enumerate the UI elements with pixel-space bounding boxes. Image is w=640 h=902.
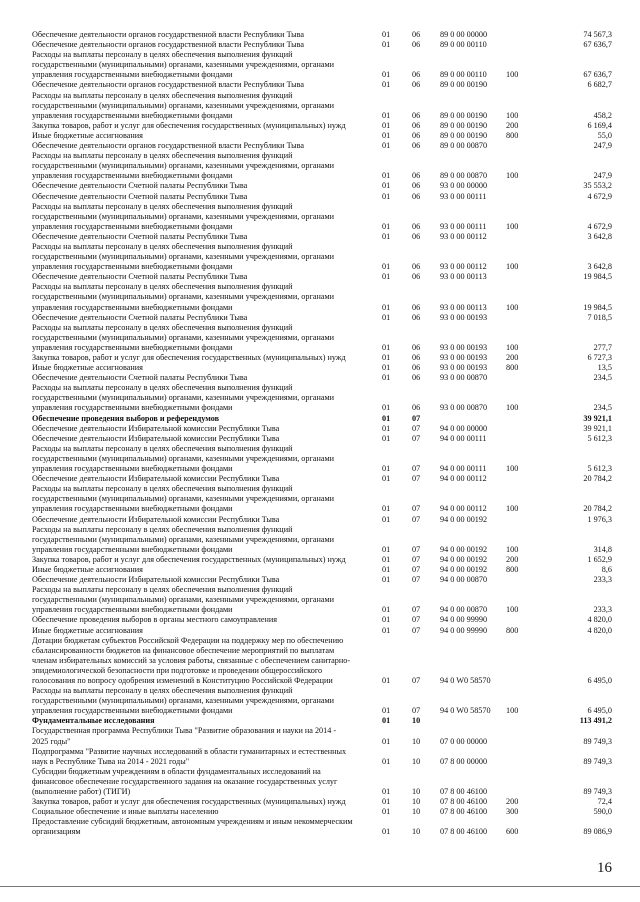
row-target-code: 93 0 00 00193 (440, 363, 488, 373)
row-expense-type: 200 (506, 554, 519, 564)
row-target-code: 07 0 00 00000 (440, 736, 488, 746)
table-row (32, 424, 612, 434)
row-amount: 4 672,9 (587, 191, 612, 201)
row-section: 01 (382, 797, 391, 807)
row-target-code: 93 0 00 00870 (440, 403, 488, 413)
row-name: Обеспечение деятельности Счетной палаты Республики Тыва (32, 312, 248, 322)
table-row (32, 484, 612, 514)
row-target-code: 94 0 00 00192 (440, 554, 488, 564)
row-target-code: 89 0 00 00190 (440, 130, 488, 140)
row-section: 01 (382, 433, 391, 443)
row-name: Закупка товаров, работ и услуг для обеспечения государственных (муниципальных) нужд (32, 353, 346, 362)
table-row (32, 91, 612, 121)
row-name: Дотации бюджетам субъектов Российской Федерации на поддержку мер по обеспечению сбалансированности бюджетов на финансовое обеспечение мероприятий по выплатам членам избирательных комиссий за условия работы, связанные с обеспечением санитарно- эпидемиологической безопасности при подготовке и проведении общероссийского голосования по вопросу одобрения изменений в Конституцию Российской Федерации (32, 635, 351, 685)
row-name: Иные бюджетные ассигнования (32, 625, 143, 635)
row-amount: 234,5 (593, 403, 612, 413)
row-amount: 6 495,0 (587, 676, 612, 685)
row-amount: 19 984,5 (583, 272, 612, 282)
row-target-code: 94 0 00 00112 (440, 504, 487, 514)
row-subsection: 07 (412, 554, 421, 564)
row-section: 01 (382, 40, 391, 50)
row-amount: 113 491,2 (579, 716, 612, 726)
row-section: 01 (382, 130, 391, 140)
row-name: Обеспечение деятельности органов государственной власти Республики Тыва (32, 141, 305, 151)
row-name: Расходы на выплаты персоналу в целях обеспечения выполнения функций государственными (муниципальными) органами, казенными учреждениями, органами управления государственными внебюджетными фондами (32, 50, 335, 80)
row-target-code: 89 0 00 00190 (440, 120, 488, 130)
row-amount: 277,7 (593, 342, 612, 352)
row-amount: 314,8 (593, 544, 612, 554)
row-subsection: 07 (412, 605, 421, 615)
row-target-code: 93 0 00 00112 (440, 262, 487, 272)
row-target-code: 94 0 00 00870 (440, 605, 488, 615)
row-name: Обеспечение деятельности Избирательной комиссии Республики Тыва (32, 423, 280, 433)
row-section: 01 (382, 413, 391, 423)
row-name: Обеспечение деятельности Счетной палаты Республики Тыва (32, 181, 248, 191)
row-section: 01 (382, 80, 391, 90)
row-expense-type: 100 (506, 605, 519, 615)
row-target-code: 89 0 00 00110 (440, 70, 487, 80)
table-row (32, 767, 612, 797)
row-name: Обеспечение деятельности органов государственной власти Республики Тыва (32, 80, 305, 90)
row-section: 01 (382, 575, 391, 585)
row-amount: 3 642,8 (587, 231, 612, 241)
row-subsection: 10 (412, 827, 421, 837)
row-subsection: 07 (412, 575, 421, 585)
row-target-code: 94 0 W0 58570 (440, 676, 491, 685)
row-subsection: 07 (412, 423, 421, 433)
row-section: 01 (382, 625, 391, 635)
row-subsection: 06 (412, 141, 421, 151)
row-section: 01 (382, 423, 391, 433)
row-subsection: 06 (412, 181, 421, 191)
row-target-code: 89 0 00 00000 (440, 30, 488, 39)
row-amount: 55,0 (597, 130, 612, 140)
row-target-code: 93 0 00 00000 (440, 181, 488, 191)
row-section: 01 (382, 706, 391, 716)
row-subsection: 06 (412, 353, 421, 362)
row-section: 01 (382, 827, 391, 837)
row-name: Субсидии бюджетным учреждениям в области фундаментальных исследований на финансовое обеспечение государственного задания на оказание государственных услуг (выполнение работ) (ТИГИ) (32, 766, 338, 797)
row-section: 01 (382, 787, 391, 797)
row-target-code: 07 8 00 46100 (440, 787, 488, 797)
row-subsection: 06 (412, 221, 421, 231)
row-section: 01 (382, 504, 391, 514)
row-amount: 5 612,3 (587, 433, 612, 443)
row-name: Обеспечение деятельности Избирательной комиссии Республики Тыва (32, 474, 280, 484)
table-row (32, 383, 612, 413)
table-row (32, 636, 612, 686)
row-section: 01 (382, 605, 391, 615)
row-section: 01 (382, 342, 391, 352)
row-amount: 8,6 (601, 564, 612, 574)
row-subsection: 06 (412, 302, 421, 312)
bottom-rule (0, 886, 640, 887)
row-target-code: 89 0 00 00870 (440, 141, 488, 151)
row-target-code: 93 0 00 00113 (440, 272, 487, 282)
row-subsection: 10 (412, 787, 421, 797)
row-target-code: 93 0 00 00112 (440, 231, 487, 241)
row-expense-type: 200 (506, 797, 519, 807)
row-target-code: 07 8 00 46100 (440, 807, 488, 817)
row-subsection: 07 (412, 615, 421, 625)
row-amount: 6 682,7 (587, 80, 612, 90)
row-expense-type: 100 (506, 706, 519, 716)
row-expense-type: 100 (506, 70, 519, 80)
row-expense-type: 800 (506, 564, 519, 574)
row-amount: 13,5 (597, 363, 612, 373)
row-name: Обеспечение проведения выборов в органы местного самоуправления (32, 615, 278, 625)
row-section: 01 (382, 716, 391, 726)
row-name: Расходы на выплаты персоналу в целях обеспечения выполнения функций государственными (муниципальными) органами, казенными учреждениями, органами управления государственными внебюджетными фондами (32, 322, 335, 352)
row-name: Расходы на выплаты персоналу в целях обеспечения выполнения функций государственными (муниципальными) органами, казенными учреждениями, органами управления государственными внебюджетными фондами (32, 90, 335, 120)
row-subsection: 07 (412, 504, 421, 514)
table-row (32, 131, 612, 141)
table-row (32, 272, 612, 282)
row-subsection: 10 (412, 797, 421, 807)
row-amount: 39 921,1 (583, 413, 612, 423)
row-name: Обеспечение деятельности Избирательной комиссии Республики Тыва (32, 575, 280, 585)
row-subsection: 10 (412, 807, 421, 817)
row-section: 01 (382, 181, 391, 191)
row-name: Иные бюджетные ассигнования (32, 564, 143, 574)
row-subsection: 06 (412, 30, 421, 39)
row-subsection: 10 (412, 716, 421, 726)
row-subsection: 06 (412, 110, 421, 120)
row-amount: 6 727,3 (587, 353, 612, 362)
table-row (32, 353, 612, 363)
row-name: Расходы на выплаты персоналу в целях обеспечения выполнения функций государственными (муниципальными) органами, казенными учреждениями, органами управления государственными внебюджетными фондами (32, 282, 335, 312)
table-row (32, 747, 612, 767)
row-subsection: 10 (412, 736, 421, 746)
row-name: Государственная программа Республики Тыва "Развитие образования и науки на 2014 - 2025 годы" (32, 726, 337, 746)
row-name: Обеспечение деятельности Избирательной комиссии Республики Тыва (32, 514, 280, 524)
row-section: 01 (382, 141, 391, 151)
row-subsection: 07 (412, 706, 421, 716)
table-row (32, 817, 612, 837)
row-target-code: 94 0 00 00000 (440, 423, 488, 433)
row-name: Иные бюджетные ассигнования (32, 130, 143, 140)
row-amount: 1 652,9 (587, 554, 612, 564)
row-subsection: 07 (412, 464, 421, 474)
row-target-code: 94 0 00 00111 (440, 464, 487, 474)
row-subsection: 06 (412, 342, 421, 352)
row-name: Обеспечение деятельности Счетной палаты Республики Тыва (32, 272, 248, 282)
row-name: Расходы на выплаты персоналу в целях обеспечения выполнения функций государственными (муниципальными) органами, казенными учреждениями, органами управления государственными внебюджетными фондами (32, 484, 335, 514)
row-subsection: 06 (412, 312, 421, 322)
table-row (32, 282, 612, 312)
row-target-code: 07 8 00 00000 (440, 756, 488, 766)
row-name: Фундаментальные исследования (32, 716, 155, 726)
row-amount: 6 495,0 (587, 706, 612, 716)
row-section: 01 (382, 272, 391, 282)
row-section: 01 (382, 615, 391, 625)
row-name: Закупка товаров, работ и услуг для обеспечения государственных (муниципальных) нужд (32, 797, 346, 807)
table-row (32, 716, 612, 726)
row-target-code: 94 0 00 00112 (440, 474, 487, 484)
row-name: Обеспечение деятельности Избирательной комиссии Республики Тыва (32, 433, 280, 443)
row-amount: 35 553,2 (583, 181, 612, 191)
row-expense-type: 100 (506, 262, 519, 272)
row-target-code: 94 0 00 00192 (440, 544, 488, 554)
row-expense-type: 200 (506, 353, 519, 362)
row-amount: 20 784,2 (583, 504, 612, 514)
row-amount: 4 672,9 (587, 221, 612, 231)
row-amount: 89 749,3 (583, 787, 612, 797)
table-row (32, 565, 612, 575)
row-name: Расходы на выплаты персоналу в целях обеспечения выполнения функций государственными (муниципальными) органами, казенными учреждениями, органами управления государственными внебюджетными фондами (32, 585, 335, 615)
table-row (32, 141, 612, 151)
row-section: 01 (382, 403, 391, 413)
row-expense-type: 100 (506, 171, 519, 181)
row-section: 01 (382, 464, 391, 474)
row-name: Закупка товаров, работ и услуг для обеспечения государственных (муниципальных) нужд (32, 120, 346, 130)
table-row (32, 626, 612, 636)
row-subsection: 06 (412, 171, 421, 181)
table-row (32, 30, 612, 40)
row-name: Обеспечение деятельности Счетной палаты Республики Тыва (32, 373, 248, 383)
row-target-code: 94 0 00 00870 (440, 575, 488, 585)
row-subsection: 07 (412, 625, 421, 635)
row-section: 01 (382, 231, 391, 241)
row-section: 01 (382, 70, 391, 80)
row-subsection: 06 (412, 40, 421, 50)
row-amount: 3 642,8 (587, 262, 612, 272)
row-section: 01 (382, 110, 391, 120)
row-amount: 89 749,3 (583, 736, 612, 746)
table-row (32, 807, 612, 817)
row-target-code: 93 0 00 00870 (440, 373, 488, 383)
table-row (32, 192, 612, 202)
row-subsection: 06 (412, 373, 421, 383)
row-name: Закупка товаров, работ и услуг для обеспечения государственных (муниципальных) нужд (32, 554, 346, 564)
row-section: 01 (382, 544, 391, 554)
row-expense-type: 200 (506, 120, 519, 130)
row-amount: 67 636,7 (583, 70, 612, 80)
row-subsection: 07 (412, 514, 421, 524)
row-section: 01 (382, 756, 391, 766)
table-row (32, 585, 612, 615)
table-row (32, 363, 612, 373)
row-amount: 458,2 (593, 110, 612, 120)
row-target-code: 94 0 00 00192 (440, 514, 488, 524)
row-section: 01 (382, 564, 391, 574)
table-row (32, 80, 612, 90)
row-amount: 233,3 (593, 575, 612, 585)
row-expense-type: 100 (506, 504, 519, 514)
row-target-code: 94 0 00 99990 (440, 615, 488, 625)
row-subsection: 10 (412, 756, 421, 766)
row-subsection: 07 (412, 544, 421, 554)
table-row (32, 242, 612, 272)
row-name: Обеспечение деятельности Счетной палаты Республики Тыва (32, 231, 248, 241)
row-section: 01 (382, 221, 391, 231)
row-expense-type: 100 (506, 110, 519, 120)
row-amount: 1 976,3 (587, 514, 612, 524)
table-row (32, 615, 612, 625)
row-name: Обеспечение проведения выборов и референдумов (32, 413, 219, 423)
row-target-code: 94 0 00 00111 (440, 433, 487, 443)
row-subsection: 07 (412, 474, 421, 484)
row-target-code: 93 0 00 00193 (440, 312, 488, 322)
table-row (32, 323, 612, 353)
row-name: Расходы на выплаты персоналу в целях обеспечения выполнения функций государственными (муниципальными) органами, казенными учреждениями, органами управления государственными внебюджетными фондами (32, 524, 335, 554)
row-expense-type: 800 (506, 625, 519, 635)
row-expense-type: 100 (506, 342, 519, 352)
table-row (32, 515, 612, 525)
table-row (32, 373, 612, 383)
row-subsection: 06 (412, 231, 421, 241)
row-section: 01 (382, 373, 391, 383)
row-section: 01 (382, 30, 391, 39)
row-name: Социальное обеспечение и иные выплаты населению (32, 807, 219, 817)
row-amount: 74 567,3 (583, 30, 612, 39)
row-subsection: 07 (412, 433, 421, 443)
row-amount: 39 921,1 (583, 423, 612, 433)
row-expense-type: 100 (506, 221, 519, 231)
row-section: 01 (382, 262, 391, 272)
row-expense-type: 100 (506, 403, 519, 413)
row-expense-type: 800 (506, 130, 519, 140)
row-target-code: 89 0 00 00190 (440, 80, 488, 90)
row-section: 01 (382, 554, 391, 564)
row-section: 01 (382, 474, 391, 484)
row-amount: 4 820,0 (587, 615, 612, 625)
row-target-code: 93 0 00 00193 (440, 342, 488, 352)
row-target-code: 94 0 W0 58570 (440, 706, 491, 716)
table-row (32, 202, 612, 232)
row-subsection: 06 (412, 262, 421, 272)
table-row (32, 525, 612, 555)
row-name: Обеспечение деятельности органов государственной власти Республики Тыва (32, 40, 305, 50)
table-row (32, 181, 612, 191)
row-target-code: 94 0 00 99990 (440, 625, 488, 635)
row-expense-type: 100 (506, 544, 519, 554)
row-name: Расходы на выплаты персоналу в целях обеспечения выполнения функций государственными (муниципальными) органами, казенными учреждениями, органами управления государственными внебюджетными фондами (32, 383, 335, 413)
row-subsection: 07 (412, 413, 421, 423)
table-row (32, 313, 612, 323)
row-name: Обеспечение деятельности Счетной палаты Республики Тыва (32, 191, 248, 201)
row-subsection: 07 (412, 564, 421, 574)
table-row (32, 414, 612, 424)
row-name: Расходы на выплаты персоналу в целях обеспечения выполнения функций государственными (муниципальными) органами, казенными учреждениями, органами управления государственными внебюджетными фондами (32, 241, 335, 272)
row-subsection: 06 (412, 130, 421, 140)
row-target-code: 07 8 00 46100 (440, 797, 488, 807)
row-target-code: 94 0 00 00192 (440, 564, 488, 574)
row-name: Расходы на выплаты персоналу в целях обеспечения выполнения функций государственными (муниципальными) органами, казенными учреждениями, органами управления государственными внебюджетными фондами (32, 686, 335, 716)
row-section: 01 (382, 302, 391, 312)
row-subsection: 06 (412, 403, 421, 413)
row-subsection: 06 (412, 70, 421, 80)
row-name: Иные бюджетные ассигнования (32, 363, 143, 373)
row-expense-type: 300 (506, 807, 519, 817)
row-target-code: 93 0 00 00111 (440, 191, 487, 201)
row-expense-type: 800 (506, 363, 519, 373)
budget-table (32, 30, 612, 838)
table-row (32, 726, 612, 746)
row-name: Расходы на выплаты персоналу в целях обеспечения выполнения функций государственными (муниципальными) органами, казенными учреждениями, органами управления государственными внебюджетными фондами (32, 443, 335, 474)
row-amount: 6 169,4 (587, 120, 612, 130)
row-name: Обеспечение деятельности органов государственной власти Республики Тыва (32, 30, 305, 39)
row-amount: 67 636,7 (583, 40, 612, 50)
table-row (32, 151, 612, 181)
row-subsection: 07 (412, 676, 421, 685)
row-target-code: 89 0 00 00190 (440, 110, 488, 120)
row-target-code: 89 0 00 00110 (440, 40, 487, 50)
table-row (32, 555, 612, 565)
table-row (32, 121, 612, 131)
table-row (32, 474, 612, 484)
row-amount: 89 086,9 (583, 827, 612, 837)
row-subsection: 06 (412, 272, 421, 282)
table-row (32, 686, 612, 716)
row-amount: 19 984,5 (583, 302, 612, 312)
row-section: 01 (382, 120, 391, 130)
row-name: Предоставление субсидий бюджетным, автономным учреждениям и иным некоммерческим организациям (32, 817, 353, 837)
table-row (32, 232, 612, 242)
row-amount: 72,4 (597, 797, 612, 807)
row-name: Расходы на выплаты персоналу в целях обеспечения выполнения функций государственными (муниципальными) органами, казенными учреждениями, органами управления государственными внебюджетными фондами (32, 201, 335, 231)
row-amount: 5 612,3 (587, 464, 612, 474)
row-section: 01 (382, 676, 391, 685)
table-row (32, 40, 612, 50)
table-row (32, 444, 612, 474)
row-section: 01 (382, 353, 391, 362)
row-section: 01 (382, 171, 391, 181)
row-section: 01 (382, 312, 391, 322)
row-section: 01 (382, 191, 391, 201)
row-subsection: 06 (412, 120, 421, 130)
table-row (32, 50, 612, 80)
row-amount: 7 018,5 (587, 312, 612, 322)
row-expense-type: 100 (506, 302, 519, 312)
row-section: 01 (382, 736, 391, 746)
row-subsection: 06 (412, 80, 421, 90)
page-number: 16 (597, 860, 612, 876)
row-expense-type: 600 (506, 827, 519, 837)
row-amount: 234,5 (593, 373, 612, 383)
row-target-code: 93 0 00 00111 (440, 221, 487, 231)
row-subsection: 06 (412, 363, 421, 373)
row-name: Подпрограмма "Развитие научных исследований в области гуманитарных и естественных наук в Республике Тыва на 2014 - 2021 годы" (32, 746, 347, 766)
row-amount: 20 784,2 (583, 474, 612, 484)
row-target-code: 93 0 00 00113 (440, 302, 487, 312)
row-subsection: 06 (412, 191, 421, 201)
row-target-code: 07 8 00 46100 (440, 827, 488, 837)
row-target-code: 93 0 00 00193 (440, 353, 488, 362)
row-name: Расходы на выплаты персоналу в целях обеспечения выполнения функций государственными (муниципальными) органами, казенными учреждениями, органами управления государственными внебюджетными фондами (32, 151, 335, 181)
row-amount: 247,9 (593, 141, 612, 151)
row-target-code: 89 0 00 00870 (440, 171, 488, 181)
table-row (32, 797, 612, 807)
row-amount: 233,3 (593, 605, 612, 615)
table-row (32, 434, 612, 444)
row-expense-type: 100 (506, 464, 519, 474)
table-row (32, 575, 612, 585)
row-amount: 247,9 (593, 171, 612, 181)
row-section: 01 (382, 807, 391, 817)
row-amount: 590,0 (593, 807, 612, 817)
row-section: 01 (382, 514, 391, 524)
row-section: 01 (382, 363, 391, 373)
row-amount: 4 820,0 (587, 625, 612, 635)
row-amount: 89 749,3 (583, 756, 612, 766)
